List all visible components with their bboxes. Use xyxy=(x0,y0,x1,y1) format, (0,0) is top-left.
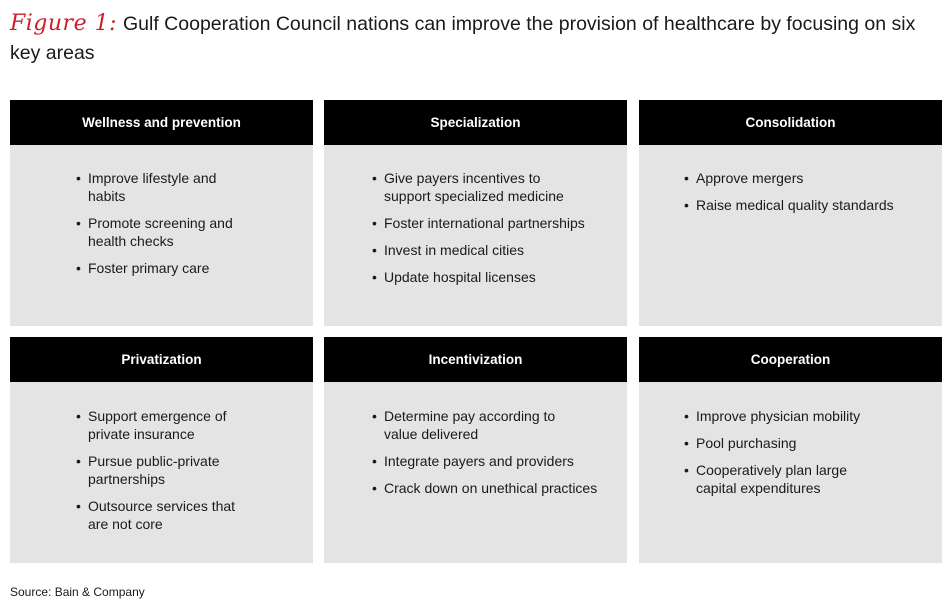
bullet-item: • Crack down on unethical practices xyxy=(372,479,612,497)
card-header: Incentivization xyxy=(324,337,627,382)
card-header: Wellness and prevention xyxy=(10,100,313,145)
bullet-item: • Improve physician mobility xyxy=(684,407,924,425)
bullet-item: • Approve mergers xyxy=(684,169,924,187)
bullet-item: • Integrate payers and providers xyxy=(372,452,612,470)
bullet-item: • Outsource services that are not core xyxy=(76,497,248,533)
bullet-item: • Pursue public-private partnerships xyxy=(76,452,228,488)
bullet-list xyxy=(684,169,924,223)
bullet-item: • Update hospital licenses xyxy=(372,268,602,286)
bullet-item: • Invest in medical cities xyxy=(372,241,602,259)
bullet-list xyxy=(372,407,612,506)
figure-title-text: Gulf Cooperation Council nations can improve the provision of healthcare by focusing on six key areas xyxy=(10,13,916,64)
bullet-item: • Cooperatively plan large capital expenditures xyxy=(684,461,866,497)
bullet-list xyxy=(76,169,256,286)
bullet-list xyxy=(684,407,924,506)
card-header: Privatization xyxy=(10,337,313,382)
key-areas-grid xyxy=(10,100,942,563)
card-privatization xyxy=(10,337,313,563)
card-cooperation xyxy=(639,337,942,563)
card-specialization xyxy=(324,100,627,326)
bullet-item: • Determine pay according to value delivered xyxy=(372,407,574,443)
bullet-item: • Support emergence of private insurance xyxy=(76,407,228,443)
bullet-item: • Foster international partnerships xyxy=(372,214,602,232)
bullet-item: • Give payers incentives to support specialized medicine xyxy=(372,169,590,205)
bullet-item: • Improve lifestyle and habits xyxy=(76,169,256,205)
card-wellness-and-prevention xyxy=(10,100,313,326)
source-note: Source: Bain & Company xyxy=(10,585,145,599)
bullet-item: • Foster primary care xyxy=(76,259,256,277)
bullet-item: • Raise medical quality standards xyxy=(684,196,924,214)
card-header: Specialization xyxy=(324,100,627,145)
card-header: Consolidation xyxy=(639,100,942,145)
bullet-list xyxy=(76,407,256,542)
figure-title xyxy=(10,9,945,68)
bullet-list xyxy=(372,169,602,295)
bullet-item: • Pool purchasing xyxy=(684,434,924,452)
card-consolidation xyxy=(639,100,942,326)
card-header: Cooperation xyxy=(639,337,942,382)
card-incentivization xyxy=(324,337,627,563)
bullet-item: • Promote screening and health checks xyxy=(76,214,238,250)
figure-label: Figure 1: xyxy=(10,11,117,36)
